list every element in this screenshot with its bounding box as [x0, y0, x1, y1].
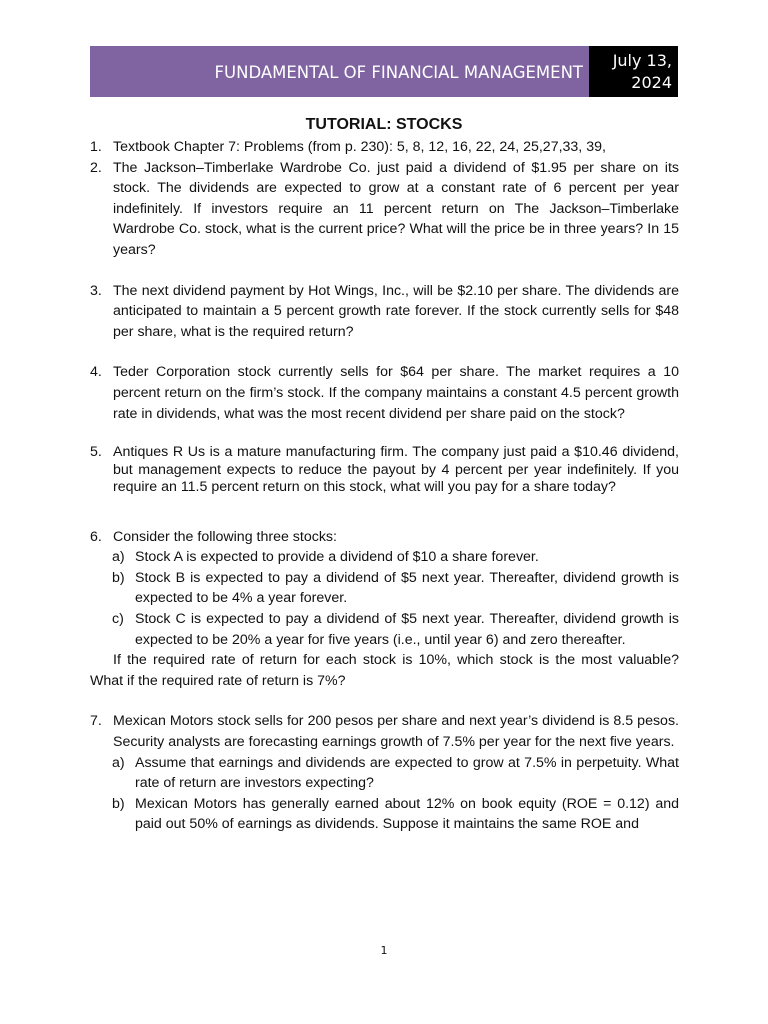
- question-4: [90, 362, 679, 424]
- tutorial-content: [90, 137, 679, 835]
- page-number: 1: [380, 944, 388, 957]
- part-text: Stock B is expected to pay a dividend of $5 next year. Thereafter, dividend growth is expected to be 4% a year forever.: [135, 569, 679, 607]
- question-1: [90, 137, 679, 158]
- question-text: The Jackson–Timberlake Wardrobe Co. just paid a dividend of $1.95 per share on its stock. The dividends are expected to grow at a constant rate of 6 percent per year indefinitely. If investors require an 11 percent return on The Jackson–Timberlake Wardrobe Co. stock, what is the current price? What will the price be in three years? In 15 years?: [113, 159, 679, 258]
- part-letter: c): [112, 611, 124, 627]
- date-line-2: 2024: [631, 73, 672, 92]
- question-2: [90, 158, 679, 261]
- part-letter: a): [112, 754, 125, 771]
- course-title: FUNDAMENTAL OF FINANCIAL MANAGEMENT: [90, 46, 589, 97]
- part-text: Assume that earnings and dividends are expected to grow at 7.5% in perpetuity. What rate of return are investors expecting?: [135, 754, 679, 792]
- question-6-part-a: [90, 547, 679, 568]
- header-date: [589, 46, 678, 97]
- part-letter: a): [112, 549, 125, 566]
- question-text: Mexican Motors stock sells for 200 pesos per share and next year’s dividend is 8.5 pesos. Security analysts are forecasting earnings growth of 7.5% per year for the next five years.: [113, 713, 679, 750]
- question-text: Consider the following three stocks:: [113, 528, 337, 545]
- question-text: The next dividend payment by Hot Wings, Inc., will be $2.10 per share. The dividends are anticipated to maintain a 5 percent growth rate forever. If the stock currently sells for $48 per share, what is the required return?: [113, 282, 679, 340]
- question-number: 3.: [90, 282, 102, 299]
- part-letter: b): [112, 795, 125, 812]
- question-5: [90, 444, 679, 497]
- question-text: Teder Corporation stock currently sells for $64 per share. The market requires a 10 percent return on the firm’s stock. If the company maintains a constant 4.5 percent growth rate in dividends, what was the most recent dividend per share paid on the stock?: [113, 364, 679, 422]
- question-7-part-a: [90, 753, 679, 794]
- question-6: [90, 527, 679, 548]
- question-number: 2.: [90, 159, 102, 176]
- question-number: 4.: [90, 364, 102, 381]
- part-text: Mexican Motors has generally earned about 12% on book equity (ROE = 0.12) and paid out 50% of earnings as dividends. Suppose it maintains the same ROE and: [135, 795, 679, 833]
- question-number: 1.: [90, 139, 102, 155]
- header-bar: [90, 46, 678, 97]
- question-text: Textbook Chapter 7: Problems (from p. 230): 5, 8, 12, 16, 22, 24, 25,27,33, 39,: [113, 139, 606, 155]
- question-number: 6.: [90, 528, 102, 545]
- question-text: Antiques R Us is a mature manufacturing firm. The company just paid a $10.46 dividend, but management expects to reduce the payout by 4 percent per year indefinitely. If you require an 11.5 percent return on this stock, what will you pay for a share today?: [113, 444, 679, 496]
- question-7: [90, 711, 679, 752]
- question-6-followup: If the required rate of return for each stock is 10%, which stock is the most valuable? What if the required rate of return is 7%?: [90, 652, 679, 689]
- part-letter: b): [112, 569, 125, 586]
- question-6-part-b: [90, 568, 679, 609]
- part-text: Stock C is expected to pay a dividend of $5 next year. Thereafter, dividend growth is expected to be 20% a year for five years (i.e., until year 6) and zero thereafter.: [135, 611, 679, 648]
- question-number: 7.: [90, 713, 102, 730]
- question-6-part-c: [90, 609, 679, 650]
- date-line-1: July 13,: [612, 51, 672, 70]
- page-title: TUTORIAL: STOCKS: [305, 116, 463, 133]
- question-3: [90, 281, 679, 343]
- question-number: 5.: [90, 444, 102, 461]
- part-text: Stock A is expected to provide a dividend of $10 a share forever.: [135, 549, 539, 566]
- question-7-part-b: [90, 794, 679, 835]
